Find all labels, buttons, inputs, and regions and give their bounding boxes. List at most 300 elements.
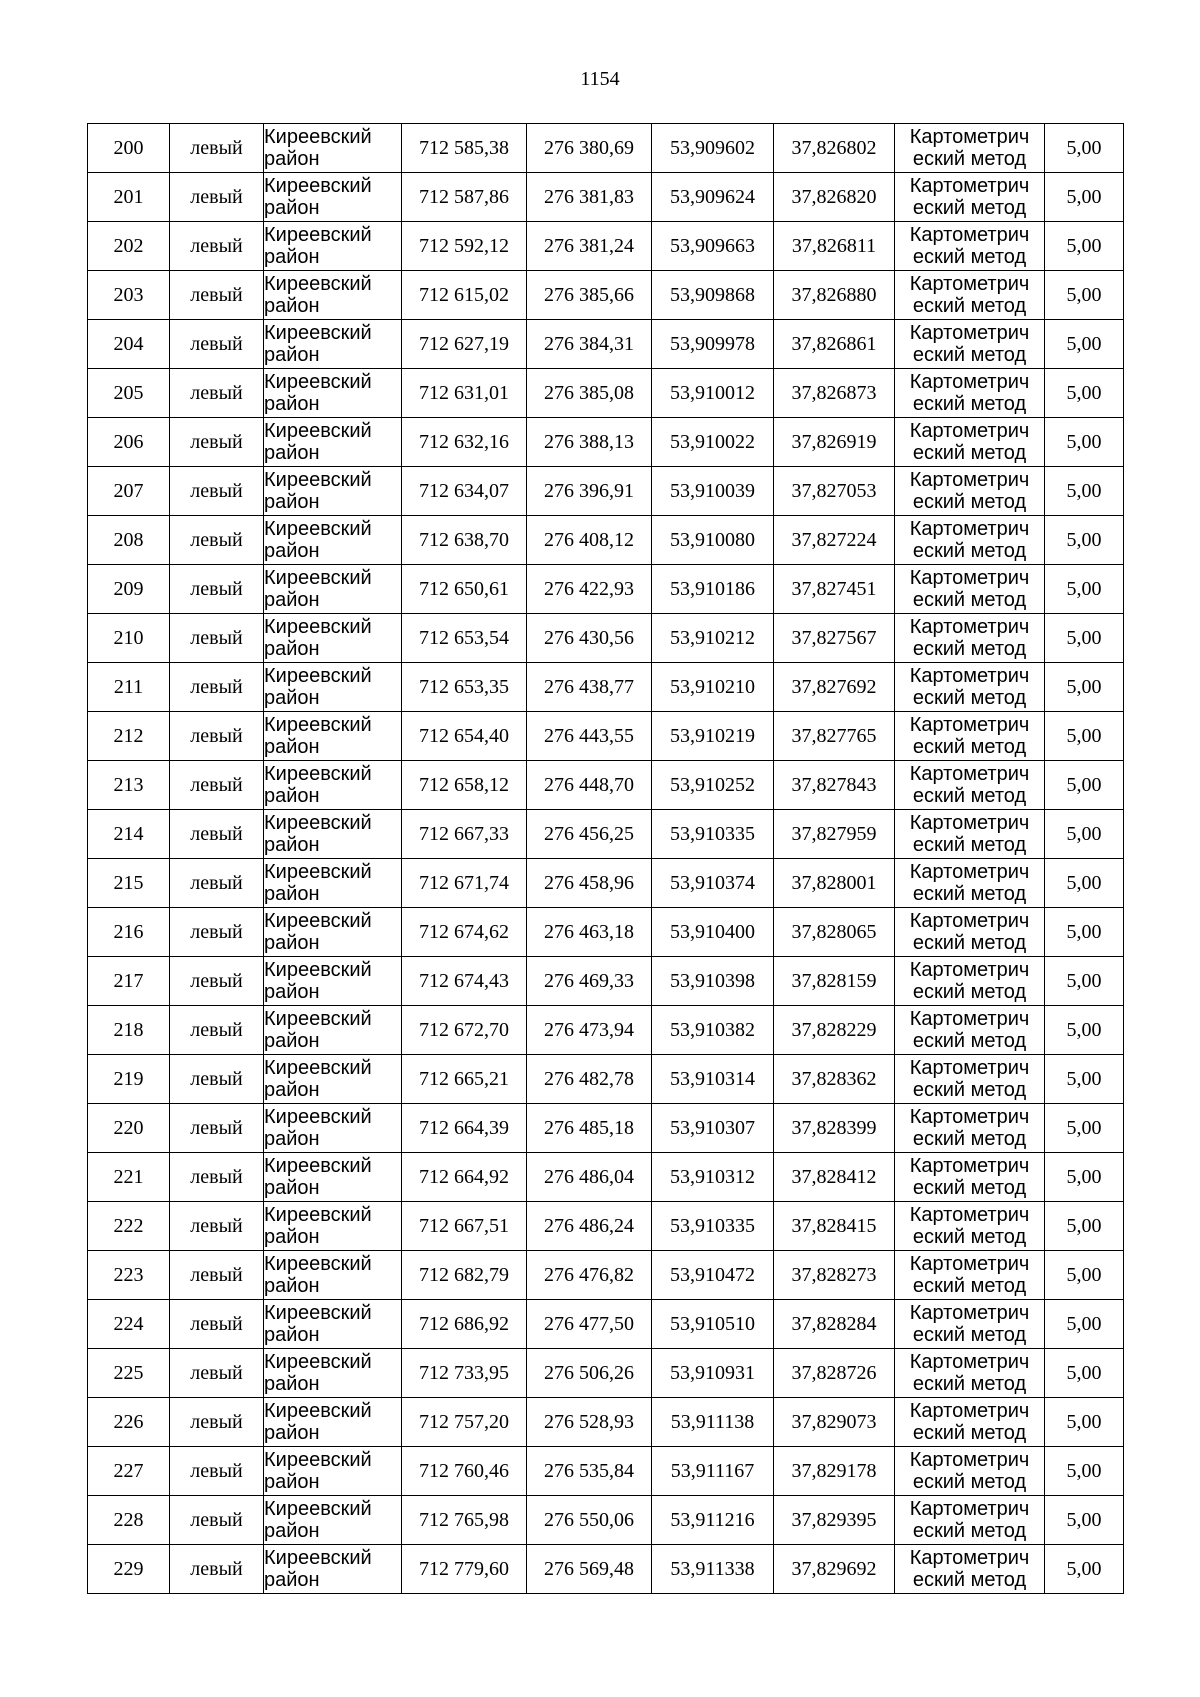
precision-cell: 5,00 <box>1045 173 1124 222</box>
district-cell: Киреевский район <box>264 761 402 810</box>
method-cell: Картометрич еский метод <box>895 320 1045 369</box>
longitude-cell: 37,827765 <box>774 712 895 761</box>
latitude-cell: 53,910210 <box>652 663 774 712</box>
bank-side-cell: левый <box>170 1006 264 1055</box>
bank-side-cell: левый <box>170 614 264 663</box>
latitude-cell: 53,911216 <box>652 1496 774 1545</box>
coord-y-cell: 276 443,55 <box>527 712 652 761</box>
table-row <box>88 1349 1124 1398</box>
bank-side-cell: левый <box>170 1202 264 1251</box>
table-row <box>88 712 1124 761</box>
table-row <box>88 1006 1124 1055</box>
method-cell: Картометрич еский метод <box>895 1300 1045 1349</box>
district-cell: Киреевский район <box>264 271 402 320</box>
district-cell: Киреевский район <box>264 1300 402 1349</box>
latitude-cell: 53,910219 <box>652 712 774 761</box>
method-cell: Картометрич еский метод <box>895 516 1045 565</box>
district-cell: Киреевский район <box>264 1447 402 1496</box>
bank-side-cell: левый <box>170 908 264 957</box>
longitude-cell: 37,828159 <box>774 957 895 1006</box>
latitude-cell: 53,909624 <box>652 173 774 222</box>
district-cell: Киреевский район <box>264 1006 402 1055</box>
longitude-cell: 37,828726 <box>774 1349 895 1398</box>
coord-y-cell: 276 448,70 <box>527 761 652 810</box>
bank-side-cell: левый <box>170 957 264 1006</box>
district-cell: Киреевский район <box>264 1251 402 1300</box>
method-cell: Картометрич еский метод <box>895 614 1045 663</box>
latitude-cell: 53,910307 <box>652 1104 774 1153</box>
table-row <box>88 418 1124 467</box>
coord-y-cell: 276 469,33 <box>527 957 652 1006</box>
coord-y-cell: 276 456,25 <box>527 810 652 859</box>
point-number-cell: 224 <box>88 1300 170 1349</box>
point-number-cell: 205 <box>88 369 170 418</box>
bank-side-cell: левый <box>170 124 264 173</box>
precision-cell: 5,00 <box>1045 1055 1124 1104</box>
district-cell: Киреевский район <box>264 516 402 565</box>
longitude-cell: 37,829178 <box>774 1447 895 1496</box>
coord-x-cell: 712 654,40 <box>402 712 527 761</box>
longitude-cell: 37,827053 <box>774 467 895 516</box>
district-cell: Киреевский район <box>264 1398 402 1447</box>
district-cell: Киреевский район <box>264 320 402 369</box>
point-number-cell: 217 <box>88 957 170 1006</box>
table-row <box>88 516 1124 565</box>
district-cell: Киреевский район <box>264 369 402 418</box>
coord-x-cell: 712 760,46 <box>402 1447 527 1496</box>
coord-x-cell: 712 631,01 <box>402 369 527 418</box>
coord-y-cell: 276 408,12 <box>527 516 652 565</box>
district-cell: Киреевский район <box>264 1349 402 1398</box>
longitude-cell: 37,828362 <box>774 1055 895 1104</box>
method-cell: Картометрич еский метод <box>895 1153 1045 1202</box>
district-cell: Киреевский район <box>264 1545 402 1594</box>
point-number-cell: 212 <box>88 712 170 761</box>
table-row <box>88 271 1124 320</box>
method-cell: Картометрич еский метод <box>895 859 1045 908</box>
district-cell: Киреевский район <box>264 418 402 467</box>
table-row <box>88 663 1124 712</box>
method-cell: Картометрич еский метод <box>895 1251 1045 1300</box>
longitude-cell: 37,828415 <box>774 1202 895 1251</box>
point-number-cell: 219 <box>88 1055 170 1104</box>
district-cell: Киреевский район <box>264 1055 402 1104</box>
latitude-cell: 53,910039 <box>652 467 774 516</box>
precision-cell: 5,00 <box>1045 859 1124 908</box>
coord-y-cell: 276 381,83 <box>527 173 652 222</box>
district-cell: Киреевский район <box>264 467 402 516</box>
coord-y-cell: 276 385,08 <box>527 369 652 418</box>
point-number-cell: 220 <box>88 1104 170 1153</box>
method-cell: Картометрич еский метод <box>895 124 1045 173</box>
latitude-cell: 53,910931 <box>652 1349 774 1398</box>
point-number-cell: 229 <box>88 1545 170 1594</box>
point-number-cell: 209 <box>88 565 170 614</box>
precision-cell: 5,00 <box>1045 1300 1124 1349</box>
method-cell: Картометрич еский метод <box>895 271 1045 320</box>
point-number-cell: 228 <box>88 1496 170 1545</box>
latitude-cell: 53,909663 <box>652 222 774 271</box>
district-cell: Киреевский район <box>264 663 402 712</box>
coord-y-cell: 276 422,93 <box>527 565 652 614</box>
longitude-cell: 37,826811 <box>774 222 895 271</box>
precision-cell: 5,00 <box>1045 810 1124 859</box>
point-number-cell: 226 <box>88 1398 170 1447</box>
coord-x-cell: 712 674,43 <box>402 957 527 1006</box>
point-number-cell: 200 <box>88 124 170 173</box>
precision-cell: 5,00 <box>1045 761 1124 810</box>
district-cell: Киреевский район <box>264 712 402 761</box>
coord-x-cell: 712 653,35 <box>402 663 527 712</box>
bank-side-cell: левый <box>170 859 264 908</box>
coord-x-cell: 712 672,70 <box>402 1006 527 1055</box>
table-row <box>88 1545 1124 1594</box>
point-number-cell: 204 <box>88 320 170 369</box>
coord-y-cell: 276 535,84 <box>527 1447 652 1496</box>
precision-cell: 5,00 <box>1045 1006 1124 1055</box>
point-number-cell: 206 <box>88 418 170 467</box>
point-number-cell: 221 <box>88 1153 170 1202</box>
precision-cell: 5,00 <box>1045 1104 1124 1153</box>
bank-side-cell: левый <box>170 516 264 565</box>
bank-side-cell: левый <box>170 369 264 418</box>
bank-side-cell: левый <box>170 1153 264 1202</box>
coord-x-cell: 712 587,86 <box>402 173 527 222</box>
longitude-cell: 37,828412 <box>774 1153 895 1202</box>
point-number-cell: 210 <box>88 614 170 663</box>
coord-y-cell: 276 380,69 <box>527 124 652 173</box>
coord-x-cell: 712 615,02 <box>402 271 527 320</box>
point-number-cell: 223 <box>88 1251 170 1300</box>
table-row <box>88 173 1124 222</box>
method-cell: Картометрич еский метод <box>895 222 1045 271</box>
longitude-cell: 37,828065 <box>774 908 895 957</box>
latitude-cell: 53,909868 <box>652 271 774 320</box>
district-cell: Киреевский район <box>264 124 402 173</box>
bank-side-cell: левый <box>170 418 264 467</box>
coord-x-cell: 712 664,39 <box>402 1104 527 1153</box>
point-number-cell: 214 <box>88 810 170 859</box>
coord-y-cell: 276 569,48 <box>527 1545 652 1594</box>
table-row <box>88 320 1124 369</box>
precision-cell: 5,00 <box>1045 712 1124 761</box>
point-number-cell: 213 <box>88 761 170 810</box>
coord-y-cell: 276 381,24 <box>527 222 652 271</box>
coord-x-cell: 712 674,62 <box>402 908 527 957</box>
district-cell: Киреевский район <box>264 1153 402 1202</box>
latitude-cell: 53,910212 <box>652 614 774 663</box>
method-cell: Картометрич еский метод <box>895 1447 1045 1496</box>
coord-x-cell: 712 686,92 <box>402 1300 527 1349</box>
table-row <box>88 222 1124 271</box>
latitude-cell: 53,911338 <box>652 1545 774 1594</box>
longitude-cell: 37,827959 <box>774 810 895 859</box>
bank-side-cell: левый <box>170 1496 264 1545</box>
coord-x-cell: 712 665,21 <box>402 1055 527 1104</box>
table-row <box>88 1202 1124 1251</box>
table-row <box>88 124 1124 173</box>
latitude-cell: 53,911138 <box>652 1398 774 1447</box>
method-cell: Картометрич еский метод <box>895 761 1045 810</box>
coord-y-cell: 276 438,77 <box>527 663 652 712</box>
latitude-cell: 53,910472 <box>652 1251 774 1300</box>
point-number-cell: 227 <box>88 1447 170 1496</box>
coord-y-cell: 276 463,18 <box>527 908 652 957</box>
coord-x-cell: 712 757,20 <box>402 1398 527 1447</box>
coord-x-cell: 712 664,92 <box>402 1153 527 1202</box>
latitude-cell: 53,910510 <box>652 1300 774 1349</box>
bank-side-cell: левый <box>170 565 264 614</box>
table-row <box>88 1055 1124 1104</box>
latitude-cell: 53,911167 <box>652 1447 774 1496</box>
precision-cell: 5,00 <box>1045 516 1124 565</box>
table-body <box>88 124 1124 1594</box>
longitude-cell: 37,829395 <box>774 1496 895 1545</box>
method-cell: Картометрич еский метод <box>895 1349 1045 1398</box>
precision-cell: 5,00 <box>1045 1202 1124 1251</box>
method-cell: Картометрич еский метод <box>895 1202 1045 1251</box>
latitude-cell: 53,910252 <box>652 761 774 810</box>
table-row <box>88 1447 1124 1496</box>
method-cell: Картометрич еский метод <box>895 565 1045 614</box>
table-row <box>88 761 1124 810</box>
method-cell: Картометрич еский метод <box>895 1496 1045 1545</box>
point-number-cell: 203 <box>88 271 170 320</box>
point-number-cell: 201 <box>88 173 170 222</box>
bank-side-cell: левый <box>170 712 264 761</box>
latitude-cell: 53,909978 <box>652 320 774 369</box>
longitude-cell: 37,828284 <box>774 1300 895 1349</box>
longitude-cell: 37,828001 <box>774 859 895 908</box>
longitude-cell: 37,826919 <box>774 418 895 467</box>
latitude-cell: 53,910022 <box>652 418 774 467</box>
point-number-cell: 207 <box>88 467 170 516</box>
precision-cell: 5,00 <box>1045 320 1124 369</box>
coord-x-cell: 712 733,95 <box>402 1349 527 1398</box>
latitude-cell: 53,910012 <box>652 369 774 418</box>
coord-x-cell: 712 658,12 <box>402 761 527 810</box>
point-number-cell: 202 <box>88 222 170 271</box>
district-cell: Киреевский район <box>264 1104 402 1153</box>
coord-x-cell: 712 667,33 <box>402 810 527 859</box>
bank-side-cell: левый <box>170 1545 264 1594</box>
precision-cell: 5,00 <box>1045 1251 1124 1300</box>
table-row <box>88 908 1124 957</box>
latitude-cell: 53,910335 <box>652 1202 774 1251</box>
coord-x-cell: 712 627,19 <box>402 320 527 369</box>
coord-x-cell: 712 779,60 <box>402 1545 527 1594</box>
latitude-cell: 53,910186 <box>652 565 774 614</box>
precision-cell: 5,00 <box>1045 1447 1124 1496</box>
precision-cell: 5,00 <box>1045 663 1124 712</box>
coord-y-cell: 276 385,66 <box>527 271 652 320</box>
latitude-cell: 53,910382 <box>652 1006 774 1055</box>
method-cell: Картометрич еский метод <box>895 1055 1045 1104</box>
bank-side-cell: левый <box>170 1349 264 1398</box>
point-number-cell: 208 <box>88 516 170 565</box>
point-number-cell: 216 <box>88 908 170 957</box>
precision-cell: 5,00 <box>1045 565 1124 614</box>
coord-y-cell: 276 384,31 <box>527 320 652 369</box>
coord-x-cell: 712 765,98 <box>402 1496 527 1545</box>
point-number-cell: 222 <box>88 1202 170 1251</box>
table-row <box>88 467 1124 516</box>
longitude-cell: 37,827451 <box>774 565 895 614</box>
coord-y-cell: 276 430,56 <box>527 614 652 663</box>
precision-cell: 5,00 <box>1045 271 1124 320</box>
coord-x-cell: 712 585,38 <box>402 124 527 173</box>
latitude-cell: 53,910400 <box>652 908 774 957</box>
table-row <box>88 1300 1124 1349</box>
district-cell: Киреевский район <box>264 957 402 1006</box>
table-row <box>88 1251 1124 1300</box>
coord-y-cell: 276 396,91 <box>527 467 652 516</box>
method-cell: Картометрич еский метод <box>895 908 1045 957</box>
district-cell: Киреевский район <box>264 222 402 271</box>
point-number-cell: 218 <box>88 1006 170 1055</box>
method-cell: Картометрич еский метод <box>895 1398 1045 1447</box>
district-cell: Киреевский район <box>264 908 402 957</box>
bank-side-cell: левый <box>170 1055 264 1104</box>
bank-side-cell: левый <box>170 1300 264 1349</box>
precision-cell: 5,00 <box>1045 908 1124 957</box>
point-number-cell: 225 <box>88 1349 170 1398</box>
precision-cell: 5,00 <box>1045 957 1124 1006</box>
precision-cell: 5,00 <box>1045 1349 1124 1398</box>
bank-side-cell: левый <box>170 467 264 516</box>
latitude-cell: 53,910398 <box>652 957 774 1006</box>
coord-x-cell: 712 592,12 <box>402 222 527 271</box>
page-number: 1154 <box>580 68 620 90</box>
method-cell: Картометрич еский метод <box>895 1545 1045 1594</box>
coord-x-cell: 712 632,16 <box>402 418 527 467</box>
precision-cell: 5,00 <box>1045 222 1124 271</box>
longitude-cell: 37,829073 <box>774 1398 895 1447</box>
latitude-cell: 53,910374 <box>652 859 774 908</box>
bank-side-cell: левый <box>170 663 264 712</box>
district-cell: Киреевский район <box>264 173 402 222</box>
bank-side-cell: левый <box>170 173 264 222</box>
method-cell: Картометрич еский метод <box>895 173 1045 222</box>
coord-x-cell: 712 653,54 <box>402 614 527 663</box>
district-cell: Киреевский район <box>264 1496 402 1545</box>
longitude-cell: 37,826802 <box>774 124 895 173</box>
table-row <box>88 369 1124 418</box>
method-cell: Картометрич еский метод <box>895 369 1045 418</box>
precision-cell: 5,00 <box>1045 418 1124 467</box>
coord-x-cell: 712 634,07 <box>402 467 527 516</box>
coord-y-cell: 276 477,50 <box>527 1300 652 1349</box>
coord-y-cell: 276 485,18 <box>527 1104 652 1153</box>
coord-x-cell: 712 667,51 <box>402 1202 527 1251</box>
latitude-cell: 53,910335 <box>652 810 774 859</box>
coord-y-cell: 276 458,96 <box>527 859 652 908</box>
point-number-cell: 215 <box>88 859 170 908</box>
coord-y-cell: 276 482,78 <box>527 1055 652 1104</box>
table-row <box>88 1496 1124 1545</box>
precision-cell: 5,00 <box>1045 1545 1124 1594</box>
longitude-cell: 37,826880 <box>774 271 895 320</box>
coord-y-cell: 276 486,24 <box>527 1202 652 1251</box>
bank-side-cell: левый <box>170 1104 264 1153</box>
precision-cell: 5,00 <box>1045 614 1124 663</box>
precision-cell: 5,00 <box>1045 1153 1124 1202</box>
bank-side-cell: левый <box>170 320 264 369</box>
latitude-cell: 53,910080 <box>652 516 774 565</box>
precision-cell: 5,00 <box>1045 369 1124 418</box>
bank-side-cell: левый <box>170 222 264 271</box>
table-row <box>88 810 1124 859</box>
point-number-cell: 211 <box>88 663 170 712</box>
table-row <box>88 859 1124 908</box>
coord-x-cell: 712 650,61 <box>402 565 527 614</box>
longitude-cell: 37,826820 <box>774 173 895 222</box>
longitude-cell: 37,828229 <box>774 1006 895 1055</box>
longitude-cell: 37,827843 <box>774 761 895 810</box>
coord-y-cell: 276 550,06 <box>527 1496 652 1545</box>
district-cell: Киреевский район <box>264 859 402 908</box>
method-cell: Картометрич еский метод <box>895 1006 1045 1055</box>
coord-y-cell: 276 476,82 <box>527 1251 652 1300</box>
coord-y-cell: 276 528,93 <box>527 1398 652 1447</box>
longitude-cell: 37,827567 <box>774 614 895 663</box>
district-cell: Киреевский район <box>264 565 402 614</box>
longitude-cell: 37,827692 <box>774 663 895 712</box>
table-row <box>88 1104 1124 1153</box>
method-cell: Картометрич еский метод <box>895 712 1045 761</box>
method-cell: Картометрич еский метод <box>895 810 1045 859</box>
latitude-cell: 53,910314 <box>652 1055 774 1104</box>
bank-side-cell: левый <box>170 1398 264 1447</box>
latitude-cell: 53,910312 <box>652 1153 774 1202</box>
precision-cell: 5,00 <box>1045 1398 1124 1447</box>
coord-x-cell: 712 682,79 <box>402 1251 527 1300</box>
method-cell: Картометрич еский метод <box>895 663 1045 712</box>
table-row <box>88 565 1124 614</box>
longitude-cell: 37,828399 <box>774 1104 895 1153</box>
precision-cell: 5,00 <box>1045 467 1124 516</box>
longitude-cell: 37,826861 <box>774 320 895 369</box>
table-row <box>88 1153 1124 1202</box>
longitude-cell: 37,826873 <box>774 369 895 418</box>
method-cell: Картометрич еский метод <box>895 418 1045 467</box>
longitude-cell: 37,827224 <box>774 516 895 565</box>
longitude-cell: 37,828273 <box>774 1251 895 1300</box>
coordinates-table <box>87 123 1124 1594</box>
longitude-cell: 37,829692 <box>774 1545 895 1594</box>
coord-y-cell: 276 506,26 <box>527 1349 652 1398</box>
coord-x-cell: 712 638,70 <box>402 516 527 565</box>
bank-side-cell: левый <box>170 1447 264 1496</box>
bank-side-cell: левый <box>170 1251 264 1300</box>
bank-side-cell: левый <box>170 271 264 320</box>
method-cell: Картометрич еский метод <box>895 467 1045 516</box>
precision-cell: 5,00 <box>1045 1496 1124 1545</box>
district-cell: Киреевский район <box>264 1202 402 1251</box>
table-row <box>88 957 1124 1006</box>
coord-y-cell: 276 473,94 <box>527 1006 652 1055</box>
bank-side-cell: левый <box>170 810 264 859</box>
bank-side-cell: левый <box>170 761 264 810</box>
coord-y-cell: 276 388,13 <box>527 418 652 467</box>
coord-y-cell: 276 486,04 <box>527 1153 652 1202</box>
precision-cell: 5,00 <box>1045 124 1124 173</box>
method-cell: Картометрич еский метод <box>895 957 1045 1006</box>
district-cell: Киреевский район <box>264 810 402 859</box>
latitude-cell: 53,909602 <box>652 124 774 173</box>
coord-x-cell: 712 671,74 <box>402 859 527 908</box>
district-cell: Киреевский район <box>264 614 402 663</box>
